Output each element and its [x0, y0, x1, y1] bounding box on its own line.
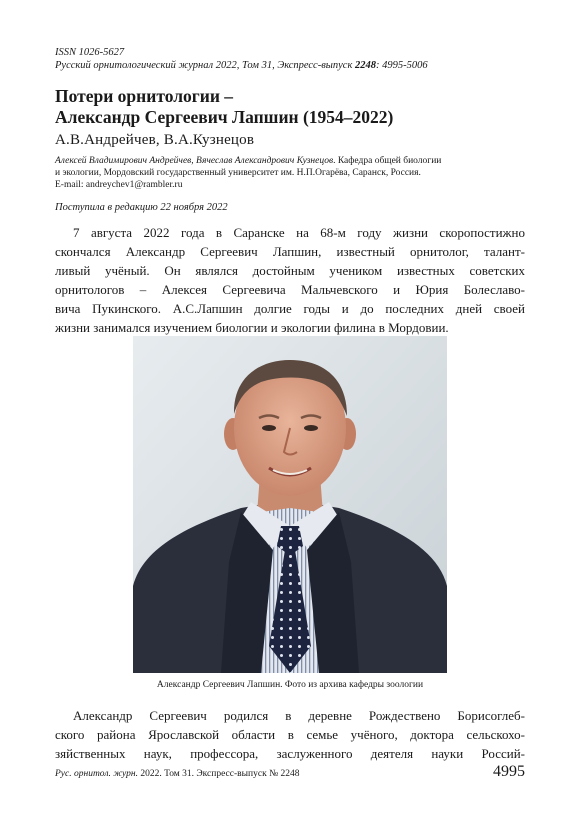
- journal-citation: [55, 59, 428, 72]
- affiliation-email: E-mail: andreychev1@rambler.ru: [55, 180, 183, 190]
- paragraph-line: орнитологов – Алексея Сергеевича Мальчевского и Юрия Болеславо-: [55, 282, 525, 297]
- affiliation-dept: . Кафедра общей биологии: [333, 156, 442, 166]
- page-number: 4995: [493, 763, 525, 780]
- page-range: : 4995-5006: [376, 60, 428, 71]
- journal-name: Русский орнитологический журнал 2022, Том 31, Экспресс-выпуск: [55, 60, 355, 71]
- paragraph-line: ского района Ярославской области в семье учёного, доктора сельскохо-: [55, 727, 525, 742]
- paragraph-line: жизни занимался изучением биологии и экологии филина в Мордовии.: [55, 320, 449, 335]
- title-line-2: Александр Сергеевич Лапшин (1954–2022): [55, 107, 394, 127]
- paragraph-line: зяйственных наук, профессора, заслуженного деятеля науки Россий-: [55, 746, 525, 761]
- issue-number: 2248: [355, 60, 376, 71]
- photo-caption: Александр Сергеевич Лапшин. Фото из архива кафедры зоологии: [156, 680, 424, 690]
- paragraph-line: вича Пукинского. А.С.Лапшин долгие годы и до последних дней своей: [55, 301, 525, 316]
- title-line-1: Потери орнитологии –: [55, 86, 234, 106]
- affiliation: [55, 155, 535, 191]
- footer-issue-details: 2022. Том 31. Экспресс-выпуск № 2248: [137, 769, 300, 779]
- paragraph-line: ливый учёный. Он являлся достойным учеником известных советских: [55, 263, 525, 278]
- portrait-photo: [133, 336, 447, 673]
- paragraph-line: 7 августа 2022 года в Саранске на 68-м году жизни скоропостижно: [73, 225, 525, 240]
- affiliation-line-2: и экологии, Мордовский государственный университет им. Н.П.Огарёва, Саранск, Россия.: [55, 168, 421, 178]
- author-full-names: Алексей Владимирович Андрейчев, Вячеслав Александрович Кузнецов: [55, 156, 334, 166]
- authors: А.В.Андрейчев, В.А.Кузнецов: [55, 132, 255, 148]
- paragraph-line: Александр Сергеевич родился в деревне Рождествено Борисоглеб-: [73, 708, 525, 723]
- affiliation-line-1: [55, 155, 535, 167]
- received-date: Поступила в редакцию 22 ноября 2022: [55, 202, 228, 213]
- article-title: [55, 86, 393, 128]
- paragraph-line: скончался Александр Сергеевич Лапшин, известный орнитолог, талант-: [55, 244, 525, 259]
- paragraph-2: [55, 706, 525, 763]
- footer-journal-abbr: Рус. орнитол. журн.: [55, 769, 138, 779]
- issn: ISSN 1026-5627: [55, 47, 125, 58]
- footer-citation: [55, 769, 300, 779]
- paragraph-1: [55, 223, 525, 337]
